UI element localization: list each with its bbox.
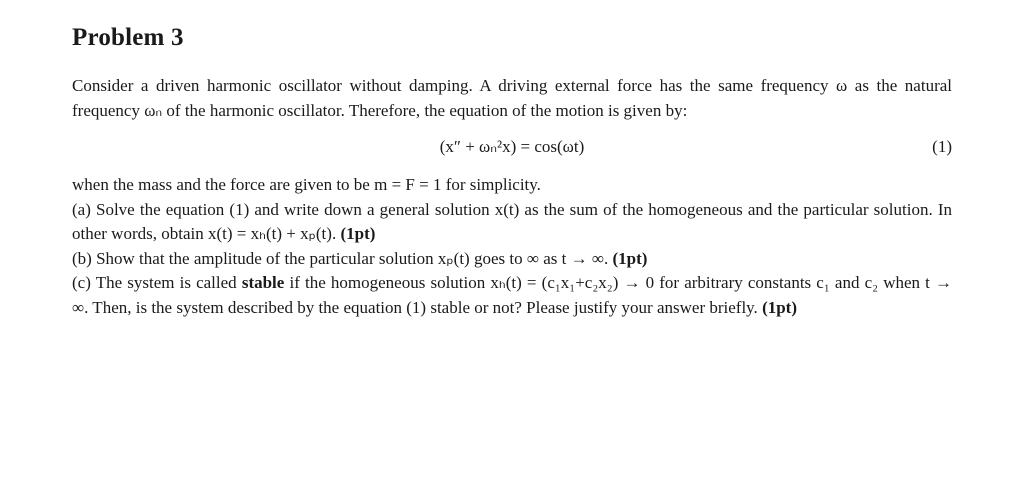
part-a-points: (1pt) xyxy=(340,224,376,243)
part-c xyxy=(72,271,952,320)
part-a-text: (a) Solve the equation (1) and write down a general solution x(t) as the sum of the homogeneous and the particular solution. In other words, obtain x(t) = xₕ(t) + xₚ(t). xyxy=(72,199,952,243)
intro-paragraph: Consider a driven harmonic oscillator without damping. A driving external force has the same frequency ω as the natural frequency ωₙ of the harmonic oscillator. Therefore, the equation of the motion is given by: xyxy=(72,76,952,120)
part-c-points: (1pt) xyxy=(762,297,798,317)
equation-row xyxy=(72,131,952,167)
equation-expression: (x″ + ωₙ²x) = cos(ωt) xyxy=(439,137,585,156)
assumption-line: when the mass and the force are given to be m = F = 1 for simplicity. xyxy=(72,175,541,194)
part-c-bold-term: stable xyxy=(241,273,285,292)
part-b-points: (1pt) xyxy=(612,248,648,268)
problem-page xyxy=(72,24,952,320)
part-c-prefix: (c) The system is called xyxy=(72,273,237,292)
problem-title: Problem 3 xyxy=(72,24,184,51)
part-a xyxy=(72,198,952,247)
part-c-text: if the homogeneous solution xₕ(t) = (c₁x₁+c₂x₂) → 0 for arbitrary constants c₁ and c₂ when t → ∞. Then, is the system described by the equation (1) stable or not? Please justify your answer briefly. xyxy=(72,273,953,317)
part-b xyxy=(72,247,952,272)
equation-number: (1) xyxy=(932,137,952,156)
part-b-text: (b) Show that the amplitude of the particular solution xₚ(t) goes to ∞ as t → ∞. xyxy=(72,248,609,268)
